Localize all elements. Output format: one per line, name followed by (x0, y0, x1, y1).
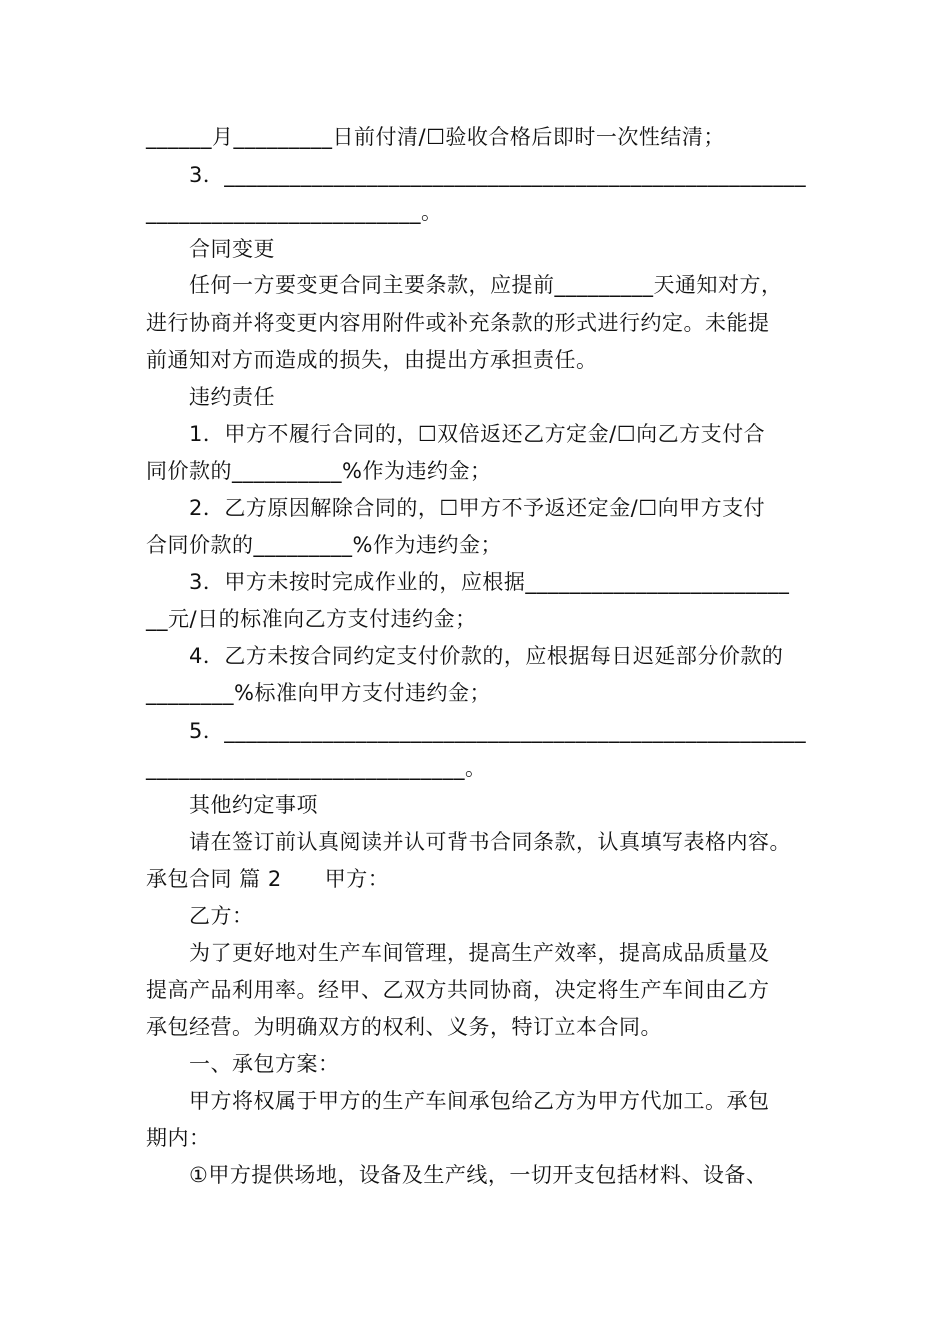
text-line: 同价款的__________%作为违约金； (146, 459, 492, 483)
text-line: ________%标准向甲方支付违约金； (146, 681, 491, 705)
text-line: 2．乙方原因解除合同的，☐甲方不予返还定金/☐向甲方支付 (189, 496, 766, 520)
section-heading: 合同变更 (189, 237, 275, 261)
section-heading: 违约责任 (189, 385, 275, 409)
text-line: 4．乙方未按合同约定支付价款的，应根据每日迟延部分价款的 (189, 644, 784, 668)
text-line: ______月_________日前付清/☐验收合格后即时一次性结清； (146, 125, 725, 149)
text-line: 前通知对方而造成的损失，由提出方承担责任。 (146, 348, 598, 372)
text-line: _________________________。 (146, 200, 443, 224)
text-line: 1．甲方不履行合同的，☐双倍返还乙方定金/☐向乙方支付合 (189, 422, 766, 446)
text-line: 乙方： (189, 904, 254, 928)
text-line: _____________________________。 (146, 756, 487, 780)
text-line: 3．甲方未按时完成作业的，应根据________________________ (189, 570, 790, 594)
section-heading: 一、承包方案： (189, 1052, 340, 1076)
text-line: 为了更好地对生产车间管理，提高生产效率，提高成品质量及 (189, 941, 770, 965)
text-line: 承包经营。为明确双方的权利、义务，特订立本合同。 (146, 1015, 662, 1039)
text-line: 3．_____________________________________________________ (189, 163, 807, 187)
text-line: 任何一方要变更合同主要条款，应提前_________天通知对方， (189, 273, 783, 297)
section-heading: 其他约定事项 (189, 793, 318, 817)
text-line: 请在签订前认真阅读并认可背书合同条款，认真填写表格内容。 (189, 830, 791, 854)
text-line: 甲方将权属于甲方的生产车间承包给乙方为甲方代加工。承包 (189, 1089, 770, 1113)
text-line: 提高产品利用率。经甲、乙双方共同协商，决定将生产车间由乙方 (146, 978, 770, 1002)
text-line: ①甲方提供场地，设备及生产线，一切开支包括材料、设备、 (189, 1163, 768, 1187)
text-line: 合同价款的_________%作为违约金； (146, 533, 502, 557)
text-line: 5．_____________________________________________________ (189, 719, 807, 743)
text-line: 进行协商并将变更内容用附件或补充条款的形式进行约定。未能提 (146, 311, 770, 335)
text-line: __元/日的标准向乙方支付违约金； (146, 607, 477, 631)
text-line: 期内： (146, 1126, 211, 1150)
contract-title-line: 承包合同 篇 2 甲方： (146, 867, 390, 891)
